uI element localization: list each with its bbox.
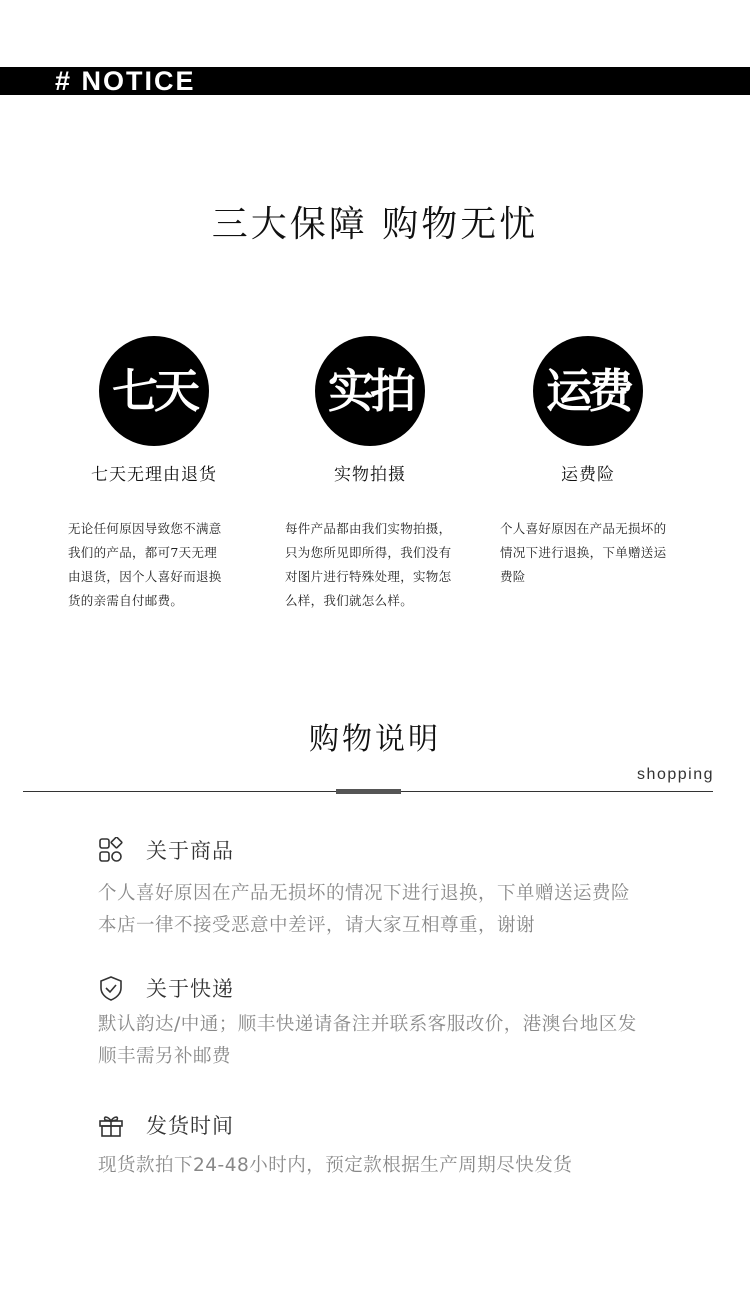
badge-seven-day: 七天 xyxy=(99,336,209,446)
feature-title: 运费险 xyxy=(561,465,615,485)
info-line: 个人喜好原因在产品无损坏的情况下进行退换，下单赠送运费险 xyxy=(98,883,631,904)
info-line: 默认韵达/中通；顺丰快递请备注并联系客服改价，港澳台地区发 xyxy=(98,1014,637,1035)
info-line: 现货款拍下24-48小时内，预定款根据生产周期尽快发货 xyxy=(98,1155,573,1176)
info-header-dispatch xyxy=(98,1111,234,1139)
desc-line: 情况下进行退换，下单赠送运 xyxy=(500,545,667,560)
badge-real-photo: 实拍 xyxy=(315,336,425,446)
desc-line: 个人喜好原因在产品无损坏的 xyxy=(500,521,667,536)
gift-icon xyxy=(98,1112,124,1138)
desc-line: 每件产品都由我们实物拍摄， xyxy=(285,521,452,536)
desc-line: 费险 xyxy=(500,569,526,584)
feature-real-photo xyxy=(260,336,480,485)
info-label: 关于商品 xyxy=(146,839,234,863)
feature-seven-day-return xyxy=(44,336,264,485)
info-text-shipping xyxy=(98,1009,718,1073)
info-header-shipping xyxy=(98,974,234,1002)
info-text-dispatch xyxy=(98,1150,718,1182)
desc-line: 我们的产品，都可7天无理 xyxy=(68,545,218,560)
notice-label: # NOTICE xyxy=(55,66,196,96)
notice-bar xyxy=(0,67,750,95)
feature-title: 实物拍摄 xyxy=(334,465,406,485)
section-subtitle: shopping xyxy=(637,766,714,783)
feature-shipping-insurance xyxy=(478,336,698,485)
desc-line: 只为您所见即所得，我们没有 xyxy=(285,545,452,560)
section-title: 购物说明 xyxy=(309,722,441,757)
info-text-product xyxy=(98,878,718,942)
info-label: 发货时间 xyxy=(146,1114,234,1138)
feature-description xyxy=(68,517,248,613)
shield-check-icon xyxy=(98,975,124,1001)
info-line: 本店一律不接受恶意中差评，请大家互相尊重，谢谢 xyxy=(98,915,536,936)
desc-line: 么样，我们就怎么样。 xyxy=(285,593,414,608)
divider-accent xyxy=(336,789,401,794)
desc-line: 由退货，因个人喜好而退换 xyxy=(68,569,222,584)
feature-description xyxy=(500,517,695,589)
feature-description xyxy=(285,517,475,613)
desc-line: 对图片进行特殊处理，实物怎 xyxy=(285,569,452,584)
desc-line: 货的亲需自付邮费。 xyxy=(68,593,184,608)
main-title: 三大保障 购物无忧 xyxy=(211,204,539,245)
desc-line: 无论任何原因导致您不满意 xyxy=(68,521,222,536)
feature-title: 七天无理由退货 xyxy=(91,465,217,485)
info-line: 顺丰需另补邮费 xyxy=(98,1046,232,1067)
info-header-product xyxy=(98,836,234,864)
shapes-icon xyxy=(98,837,124,863)
badge-shipping: 运费 xyxy=(533,336,643,446)
info-label: 关于快递 xyxy=(146,977,234,1001)
